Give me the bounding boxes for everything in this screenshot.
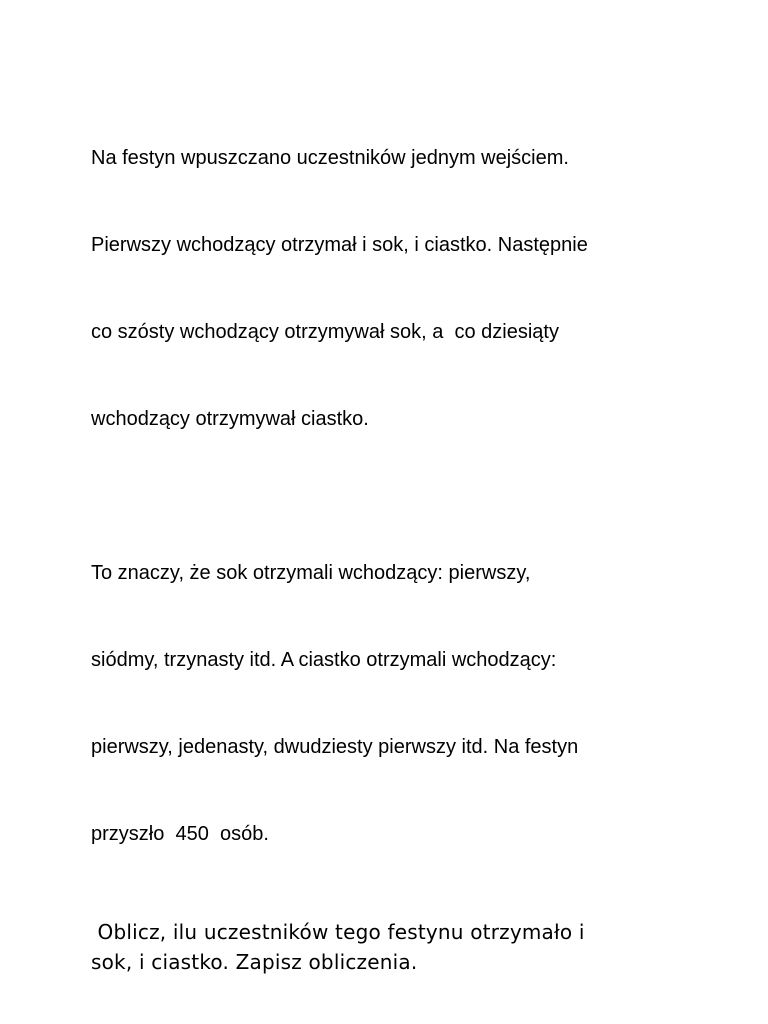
text-line: Oblicz, ilu uczestników tego festynu otrzymało i bbox=[91, 920, 585, 944]
document-content bbox=[91, 86, 691, 977]
explanation-paragraph bbox=[91, 501, 691, 907]
text-line: sok, i ciastko. Zapisz obliczenia. bbox=[91, 950, 418, 974]
text-line: Pierwszy wchodzący otrzymał i sok, i ciastko. Następnie bbox=[91, 234, 588, 256]
text-line: co szósty wchodzący otrzymywał sok, a co dziesiąty bbox=[91, 321, 559, 343]
task-paragraph bbox=[91, 917, 691, 977]
text-line: Na festyn wpuszczano uczestników jednym wejściem. bbox=[91, 147, 569, 169]
text-line: siódmy, trzynasty itd. A ciastko otrzymali wchodzący: bbox=[91, 649, 557, 671]
text-line: przyszło 450 osób. bbox=[91, 823, 269, 845]
text-line: To znaczy, że sok otrzymali wchodzący: pierwszy, bbox=[91, 562, 531, 584]
text-line: wchodzący otrzymywał ciastko. bbox=[91, 408, 369, 430]
intro-paragraph bbox=[91, 86, 691, 492]
text-line: pierwszy, jedenasty, dwudziesty pierwszy itd. Na festyn bbox=[91, 736, 579, 758]
